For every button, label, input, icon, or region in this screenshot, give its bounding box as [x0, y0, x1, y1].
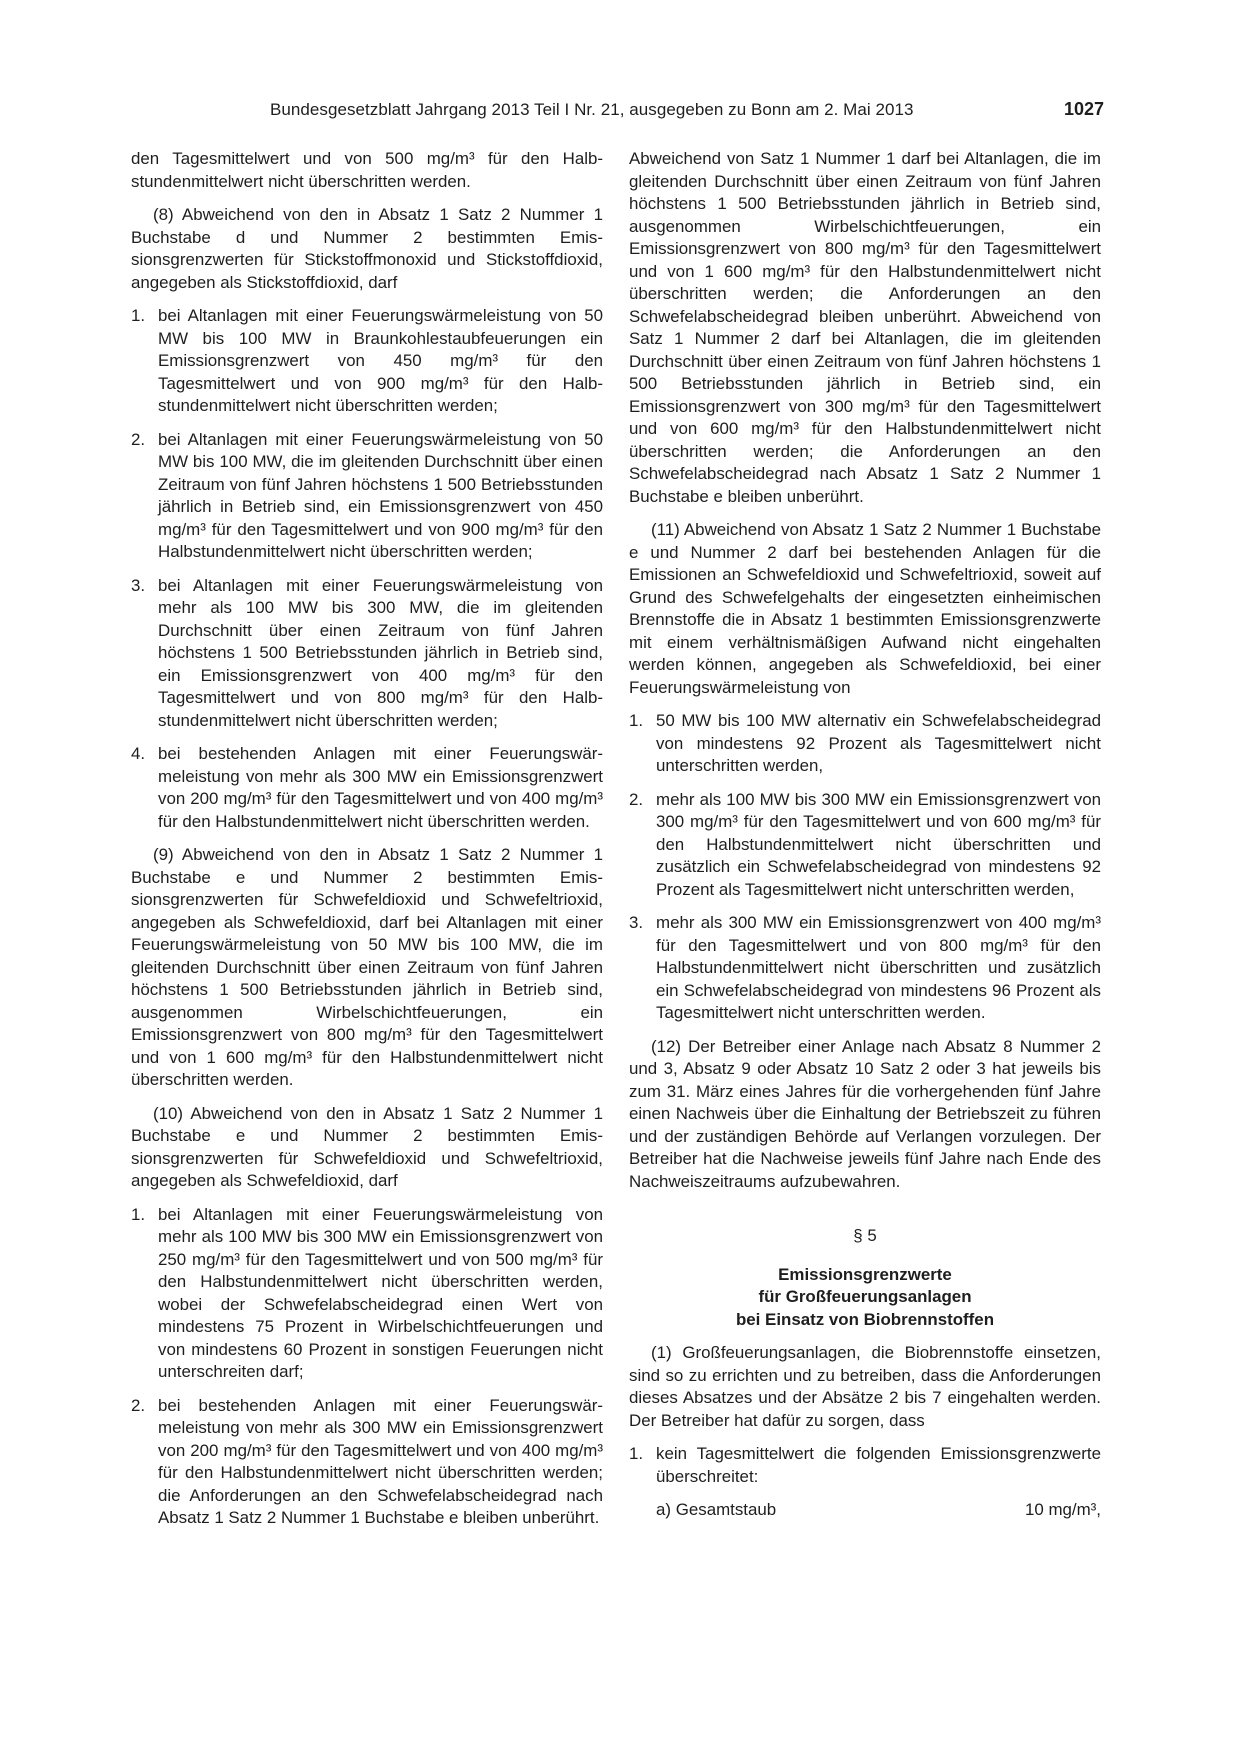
list-paragraph-8 [131, 305, 603, 833]
page-number: 1027 [1063, 99, 1104, 119]
list-item-number: 2. [131, 1395, 146, 1415]
list-item-text: bei Altanlagen mit einer Feuerungswärmeleistung von mehr als 100 MW bis 300 MW, die im gleitenden Durchschnitt über einen Zeitraum von fünf Jahren höchstens 1 500 Betriebsstunden jährlich in Betrieb sind, ein Emissionsgrenzwert von 400 mg/m³ für den Tagesmittelwert und von 800 mg/m³ für den Halbstundenmittelwert nicht überschritten werden; [158, 575, 603, 730]
list-item-number: 1. [131, 1204, 146, 1224]
paragraph-9: (9) Abweichend von den in Absatz 1 Satz 2 Nummer 1 Buchstabe e und Nummer 2 bestimmten Emissionsgrenzwerten für Schwefeldioxid und Schwefeltrioxid, angegeben als Schwefeldioxid, darf bei Altanlagen mit einer Feuerungswärmeleistung von 50 MW bis 100 MW, die im gleitenden Durchschnitt über einen Zeitraum von fünf Jahren höchstens 1 500 Betriebsstunden jährlich in Betrieb sind, ausgenommen Wirbelschichtfeuerungen, ein Emissionsgrenzwert von 800 mg/m³ für den Tagesmittelwert und von 1 600 mg/m³ für den Halbstundenmittelwert nicht überschritten werden. [131, 845, 603, 1089]
section-title-line: Emissionsgrenzwerte [778, 1264, 952, 1284]
list-item-number: 3. [629, 913, 644, 932]
sub-list-item [629, 1499, 1101, 1522]
paragraph-continuation: den Tagesmittelwert und von 500 mg/m³ für den Halbstundenmittelwert nicht überschritten werden. [131, 149, 603, 191]
list-item [629, 789, 1101, 902]
paragraph-10: (10) Abweichend von den in Absatz 1 Satz 2 Nummer 1 Buchstabe e und Nummer 2 bestimmten Emissionsgrenzwerten für Schwefeldioxid und Schwefeltrioxid, angegeben als Schwefeldioxid, darf [131, 1103, 603, 1190]
list-item-text: bei Altanlagen mit einer Feuerungswärmeleistung von mehr als 100 MW bis 300 MW ein Emissionsgrenzwert von 250 mg/m³ für den Tagesmittelwert und von 500 mg/m³ für den Halbstundenmittelwert nicht überschritten werden, wobei der Schwefelabscheidegrad einen Wert von mindestens 75 Prozent in Wirbelschichtfeuerungen und von mindestens 60 Prozent in sonstigen Feuerungen nicht unterschreiten darf; [158, 1204, 603, 1381]
list-paragraph-11 [629, 710, 1101, 1025]
list-item-text: kein Tagesmittelwert die folgenden Emissionsgrenzwerte überschreitet: [656, 1444, 1101, 1486]
list-item-text: bei bestehenden Anlagen mit einer Feuerungswärmeleistung von mehr als 300 MW ein Emissionsgrenzwert von 200 mg/m³ für den Tagesmittelwert und von 400 mg/m³ für den Halbstundenmittelwert nicht überschritten werden; die Anforderungen an den Schwefelabscheidegrad nach Absatz 1 Satz 2 Nummer 1 Buchstabe e bleiben unberührt. [158, 1395, 603, 1527]
list-item [131, 1204, 603, 1384]
section-title-line: bei Einsatz von Biobrennstoffen [735, 1309, 995, 1329]
paragraph-8: (8) Abweichend von den in Absatz 1 Satz 2 Nummer 1 Buchstabe d und Nummer 2 bestimmten Emissionsgrenzwerten für Stickstoffmonoxid und Stickstoffdioxid, angegeben als Stickstoffdioxid, darf [131, 205, 603, 292]
list-item-text: bei Altanlagen mit einer Feuerungswärmeleistung von 50 MW bis 100 MW, die im gleitenden Durchschnitt über einen Zeitraum von fünf Jahren höchstens 1 500 Betriebsstunden jährlich in Betrieb sind, ein Emissionsgrenzwert von 450 mg/m³ für den Tagesmittelwert und von 900 mg/m³ für den Halbstundenmittelwert nicht überschritten werden; [158, 429, 603, 561]
list-item-number: 1. [131, 306, 146, 325]
paragraph-11: (11) Abweichend von Absatz 1 Satz 2 Nummer 1 Buchstabe e und Nummer 2 darf bei bestehenden Anlagen für die Emissionen an Schwefeldioxid und Schwefeltrioxid, soweit auf Grund des Schwefelgehalts der eingesetzten einheimischen Brennstoffe die in Absatz 1 bestimmten Emissionsgrenzwerte mit einem verhältnismäßigen Aufwand nicht eingehalten werden können, angegeben als Schwefeldioxid, bei einer Feuerungswärmeleistung von [629, 520, 1101, 697]
section-5-paragraph-1: (1) Großfeuerungsanlagen, die Biobrennstoffe einsetzen, sind so zu errichten und zu betreiben, dass die Anforderungen dieses Absatzes und der Absätze 2 bis 7 eingehalten werden. Der Betreiber hat dafür zu sorgen, dass [629, 1343, 1101, 1430]
list-item-number: 2. [629, 789, 644, 809]
list-paragraph-10 [131, 1204, 603, 1530]
section-sign: § 5 [853, 1226, 877, 1245]
list-item [629, 1443, 1101, 1488]
list-item [131, 575, 603, 733]
paragraph-12: (12) Der Betreiber einer Anlage nach Absatz 8 Nummer 2 und 3, Absatz 9 oder Absatz 10 Satz 2 oder 3 hat jeweils bis zum 31. März eines Jahres für die vorhergehenden fünf Jahre einen Nachweis über die Einhaltung der Betriebszeit zu führen und der zuständigen Behörde auf Verlangen vorzulegen. Der Betreiber hat die Nachweise jeweils fünf Jahre nach Ende des Nachweiszeitraums aufzubewahren. [629, 1036, 1101, 1191]
list-item-number: 4. [131, 744, 146, 763]
section-title [629, 1264, 1101, 1332]
paragraph-10-continuation: Abweichend von Satz 1 Nummer 1 darf bei Altanlagen, die im gleitenden Durchschnitt über einen Zeitraum von fünf Jahren höchstens 1 500 Betriebsstunden jährlich in Betrieb sind, ausgenommen Wirbelschichtfeuerungen, ein Emissionsgrenzwert von 800 mg/m³ für den Tagesmittelwert und von 1 600 mg/m³ für den Halbstundenmittelwert nicht überschritten werden; die Anforderungen an den Schwefelabscheidegrad bleiben unberührt. Abweichend von Satz 1 Nummer 2 darf bei Altanlagen, die im gleitenden Durchschnitt über einen Zeitraum von fünf Jahren höchstens 1 500 Betriebsstunden jährlich in Betrieb sind, ein Emissionsgrenzwert von 300 mg/m³ für den Tagesmittelwert und von 600 mg/m³ für den Halbstundenmittelwert nicht überschritten werden; die Anforderungen an den Schwefelabscheidegrad nach Absatz 1 Satz 2 Nummer 1 Buchstabe e bleiben unberührt. [629, 149, 1101, 506]
list-item-text: bei bestehenden Anlagen mit einer Feuerungswärmeleistung von mehr als 300 MW ein Emissionsgrenzwert von 200 mg/m³ für den Tagesmittelwert und von 400 mg/m³ für den Halbstundenmittelwert nicht überschritten werden. [158, 744, 603, 831]
list-item-number: 2. [131, 429, 146, 449]
list-item [629, 710, 1101, 778]
list-item-number: 1. [629, 1444, 644, 1463]
list-section-5 [629, 1443, 1101, 1488]
list-item-number: 3. [131, 575, 146, 595]
right-column [629, 148, 1101, 1522]
running-head-text: Bundesgesetzblatt Jahrgang 2013 Teil I Nr. 21, ausgegeben zu Bonn am 2. Mai 2013 [270, 100, 914, 119]
list-item-text: 50 MW bis 100 MW alternativ ein Schwefelabscheidegrad von mindestens 92 Prozent als Tagesmittelwert nicht unterschritten werden, [656, 711, 1101, 775]
list-item [131, 743, 603, 833]
running-header [0, 100, 1241, 122]
list-item [131, 305, 603, 418]
section-title-line: für Großfeuerungsanlagen [758, 1287, 972, 1306]
list-item [131, 429, 603, 564]
list-item-text: mehr als 300 MW ein Emissionsgrenzwert von 400 mg/m³ für den Tagesmittelwert und von 800 mg/m³ für den Halbstundenmittelwert nicht überschritten und zusätzlich ein Schwefelabscheidegrad von mindestens 96 Prozent als Tagesmittelwert nicht unterschritten werden. [656, 913, 1101, 1022]
list-item [131, 1395, 603, 1530]
list-item-number: 1. [629, 711, 644, 730]
sub-item-label: a) Gesamtstaub [656, 1500, 777, 1519]
list-item [629, 912, 1101, 1025]
list-item-text: mehr als 100 MW bis 300 MW ein Emissionsgrenzwert von 300 mg/m³ für den Tagesmittelwert und von 600 mg/m³ für den Halbstundenmittelwert nicht überschritten und zusätzlich ein Schwefelabscheidegrad von mindestens 92 Prozent als Tagesmittelwert nicht unterschritten werden, [656, 789, 1101, 899]
list-item-text: bei Altanlagen mit einer Feuerungswärmeleistung von 50 MW bis 100 MW in Braunkohlestaubfeuerungen ein Emissionsgrenzwert von 450 mg/m³ für den Tagesmittelwert und von 900 mg/m³ für den Halbstundenmittelwert nicht überschritten werden; [158, 306, 603, 415]
sub-item-value: 10 mg/m³, [1024, 1500, 1101, 1519]
left-column [131, 148, 603, 1530]
